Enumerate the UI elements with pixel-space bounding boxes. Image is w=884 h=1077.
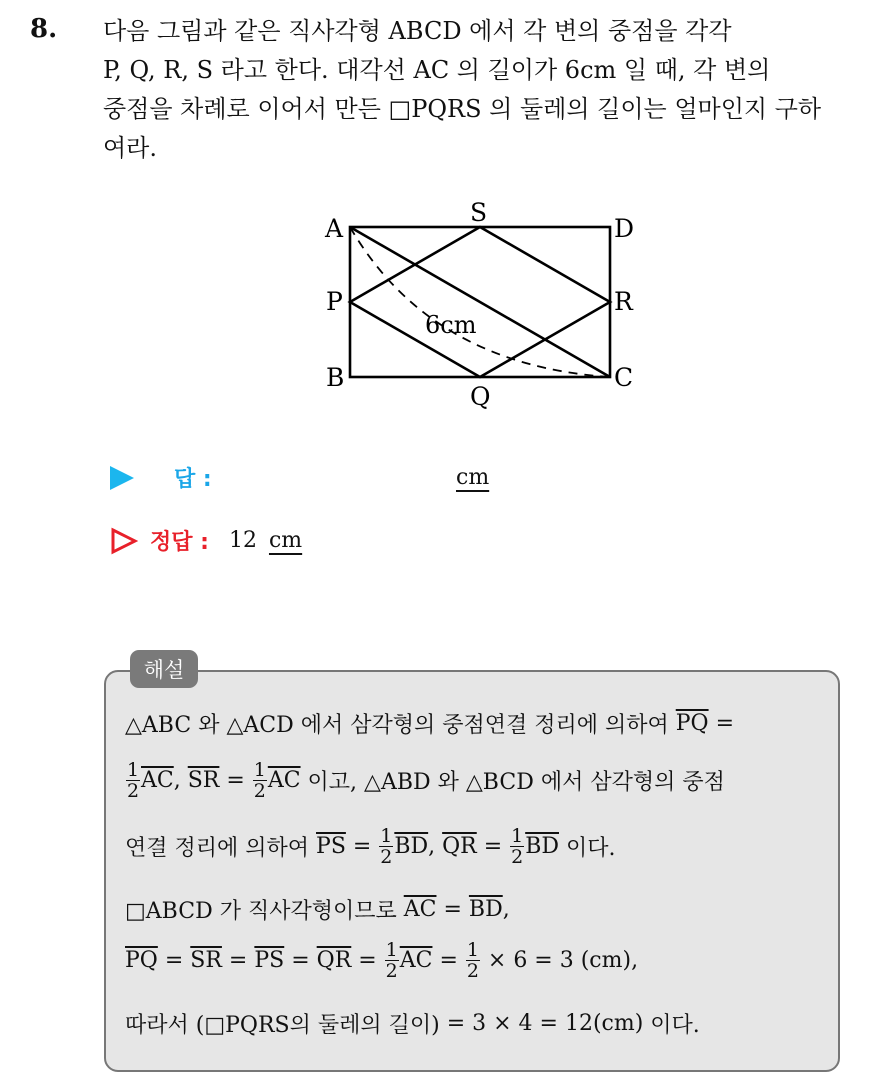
equals: = xyxy=(228,948,248,973)
segment-ps: $\overline{PS}$ xyxy=(254,948,285,973)
segment-pq: $\overline{PQ}$ xyxy=(675,711,709,736)
solution-line-1 xyxy=(125,708,734,739)
fraction-half xyxy=(385,940,399,981)
correct-label: 정답 : xyxy=(150,530,209,555)
frac-den: 2 xyxy=(385,960,398,982)
solution-line-2 xyxy=(125,760,725,801)
answer-label: 답 : xyxy=(174,467,212,492)
fraction-half xyxy=(126,760,140,801)
question-line: 중점을 차례로 이어서 만든 □PQRS 의 둘레의 길이는 얼마인지 구하 xyxy=(103,95,822,123)
fraction-half xyxy=(510,826,524,867)
frac-den: 2 xyxy=(253,780,266,802)
label-s: S xyxy=(470,198,488,227)
equals: = xyxy=(358,948,377,973)
label-r: R xyxy=(614,287,633,316)
question-line: 여라. xyxy=(103,134,157,162)
outline-triangle-icon xyxy=(110,527,138,555)
rectangle-figure xyxy=(320,195,650,415)
equals: = xyxy=(291,948,310,973)
question-line: P, Q, R, S 라고 한다. 대각선 AC 의 길이가 6cm 일 때, 각 변의 xyxy=(103,56,771,84)
frac-num: 1 xyxy=(466,939,479,961)
solution-line-6 xyxy=(125,1008,700,1039)
equals: = xyxy=(483,834,503,859)
frac-num: 1 xyxy=(385,939,398,961)
segment-bd: $\overline{BD}$ xyxy=(525,834,559,859)
equals: = xyxy=(443,897,462,922)
sol-text: 이고, △ABD 와 △BCD 에서 삼각형의 중점 xyxy=(307,770,725,795)
frac-den: 2 xyxy=(380,846,393,868)
correct-value: 12 xyxy=(228,528,257,553)
frac-den: 2 xyxy=(126,780,140,802)
solution-line-4 xyxy=(125,894,510,925)
segment-sr: $\overline{SR}$ xyxy=(187,768,220,793)
sol-text: □ABCD 가 직사각형이므로 xyxy=(125,899,397,924)
equals: = xyxy=(439,948,458,973)
frac-num: 1 xyxy=(253,759,266,781)
correct-answer-row xyxy=(110,525,302,556)
sol-text: × 6 = 3 (cm), xyxy=(487,948,639,973)
sol-text: = 3 × 4 = 12(cm) xyxy=(446,1011,644,1036)
fraction-half xyxy=(253,760,267,801)
solution-tag: 해설 xyxy=(130,650,198,688)
diagonal-length-label: 6cm xyxy=(425,311,477,339)
label-q: Q xyxy=(470,382,491,411)
play-icon xyxy=(110,466,134,490)
segment-bd: $\overline{BD}$ xyxy=(468,897,503,922)
question-line: 다음 그림과 같은 직사각형 ABCD 에서 각 변의 중점을 각각 xyxy=(103,17,732,45)
equals: = xyxy=(352,834,372,859)
equals: = xyxy=(164,948,184,973)
comma: , xyxy=(173,768,181,793)
equals: = xyxy=(715,711,735,736)
segment-bd: $\overline{BD}$ xyxy=(394,834,429,859)
frac-den: 2 xyxy=(511,846,524,868)
sol-text: 이다. xyxy=(650,1013,700,1038)
segment-pq: $\overline{PQ}$ xyxy=(125,948,158,973)
segment-ac: $\overline{AC}$ xyxy=(267,768,301,793)
sol-text: 연결 정리에 의하여 xyxy=(125,836,310,861)
fraction-half xyxy=(466,940,480,981)
answer-row xyxy=(110,462,212,493)
segment-ac: $\overline{AC}$ xyxy=(403,897,437,922)
sol-text: 이다. xyxy=(566,836,616,861)
frac-num: 1 xyxy=(380,825,393,847)
question-text xyxy=(103,12,863,168)
label-a: A xyxy=(325,214,344,243)
sol-text: 따라서 (□PQRS의 둘레의 길이) xyxy=(125,1013,440,1038)
label-b: B xyxy=(326,363,345,392)
segment-sr: $\overline{SR}$ xyxy=(190,948,222,973)
frac-den: 2 xyxy=(466,960,479,982)
comma: , xyxy=(502,897,510,922)
segment-ac: $\overline{AC}$ xyxy=(141,768,174,793)
frac-num: 1 xyxy=(511,825,524,847)
equals: = xyxy=(226,768,245,793)
fraction-half xyxy=(379,826,393,867)
solution-line-5 xyxy=(125,940,638,981)
segment-qr: $\overline{QR}$ xyxy=(316,948,352,973)
segment-ps: $\overline{PS}$ xyxy=(316,834,346,859)
label-p: P xyxy=(326,287,343,316)
correct-unit: cm xyxy=(268,528,303,553)
segment-ac: $\overline{AC}$ xyxy=(399,948,433,973)
diagonal-ac xyxy=(350,227,610,377)
label-d: D xyxy=(614,214,635,243)
question-number: 8. xyxy=(30,14,58,44)
segment-qr: $\overline{QR}$ xyxy=(442,834,477,859)
frac-num: 1 xyxy=(126,759,140,781)
label-c: C xyxy=(614,363,634,392)
answer-unit: cm xyxy=(456,465,490,490)
comma: , xyxy=(428,834,436,859)
sol-text: △ABC 와 △ACD 에서 삼각형의 중점연결 정리에 의하여 xyxy=(125,713,669,738)
solution-line-3 xyxy=(125,826,616,867)
